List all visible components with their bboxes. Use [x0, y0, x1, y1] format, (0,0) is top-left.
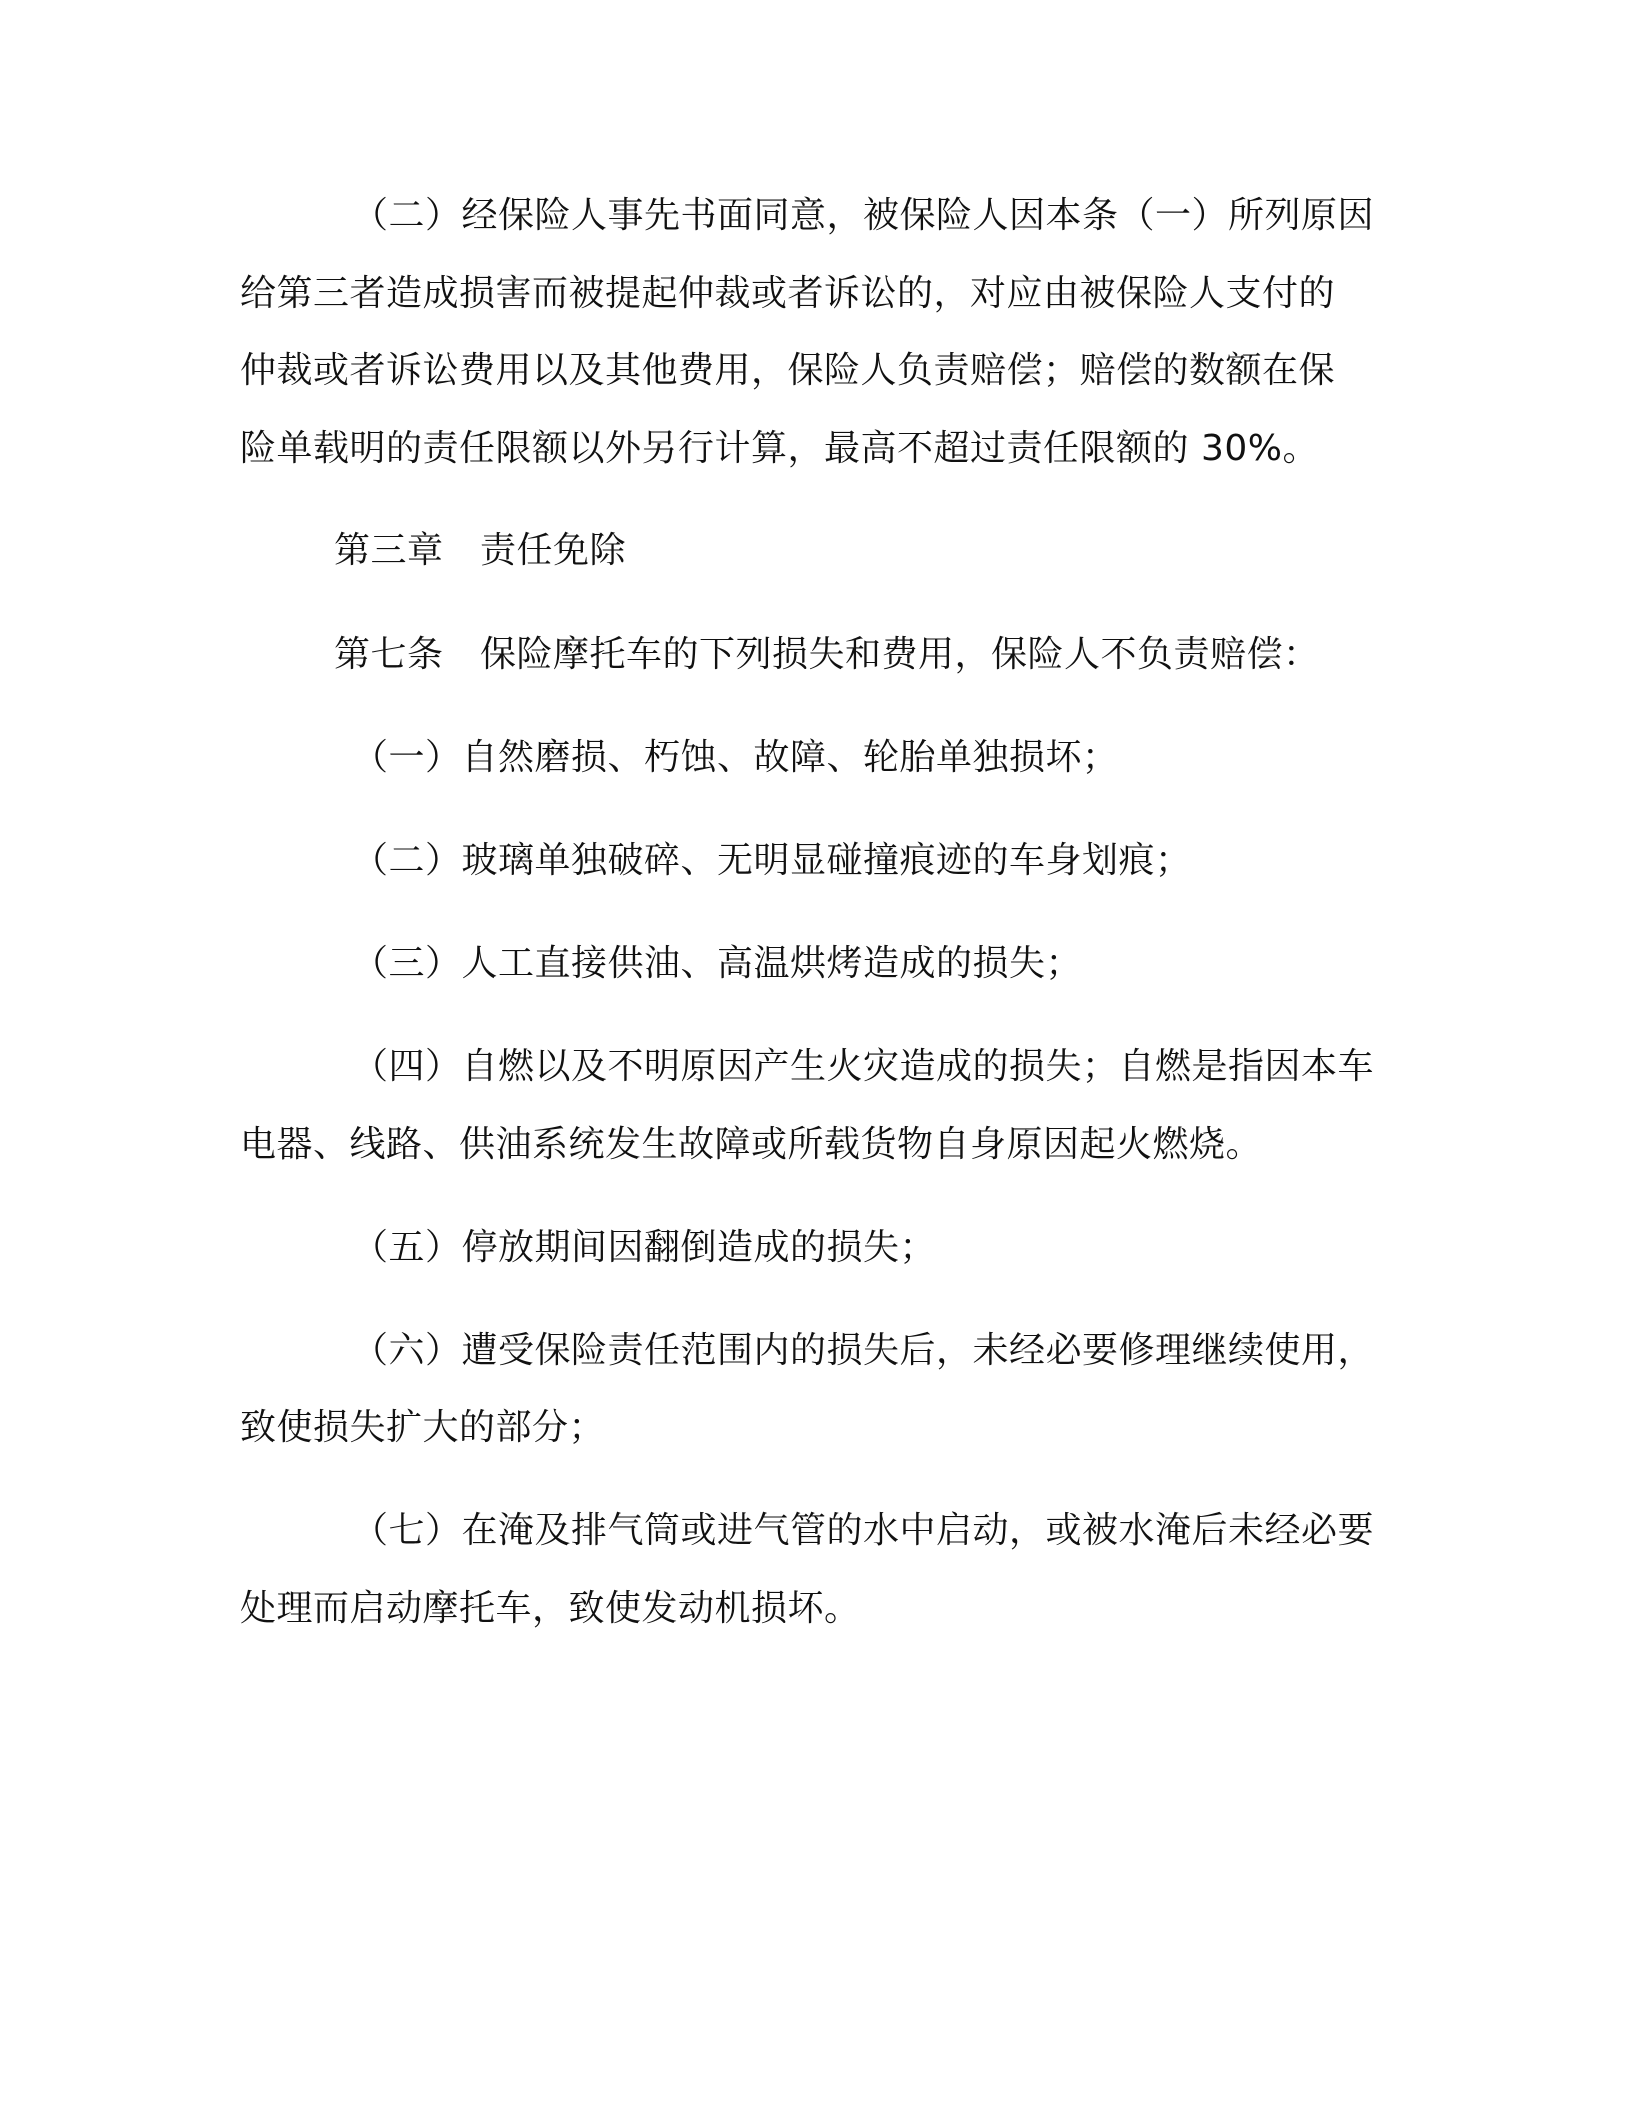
list-item: （五）停放期间因翻倒造成的损失； — [352, 1227, 937, 1268]
text-line: 电器、线路、供油系统发生故障或所载货物自身原因起火燃烧。 — [240, 1124, 1263, 1165]
list-item: （一）自然磨损、朽蚀、故障、轮胎单独损坏； — [352, 737, 1119, 778]
text-line: 致使损失扩大的部分； — [240, 1407, 606, 1448]
text-line: 险单载明的责任限额以外另行计算，最高不超过责任限额的 30%。 — [240, 428, 1319, 469]
list-item: （三）人工直接供油、高温烘烤造成的损失； — [352, 943, 1083, 984]
text-line: 处理而启动摩托车，致使发动机损坏。 — [240, 1588, 861, 1629]
text-line: （七）在淹及排气筒或进气管的水中启动，或被水淹后未经必要 — [352, 1510, 1375, 1551]
text-line: （四）自燃以及不明原因产生火灾造成的损失；自燃是指因本车 — [352, 1046, 1375, 1087]
article-heading: 第七条 保险摩托车的下列损失和费用，保险人不负责赔偿： — [334, 634, 1320, 675]
chapter-heading: 第三章 责任免除 — [334, 530, 627, 571]
text-line: （六）遭受保险责任范围内的损失后，未经必要修理继续使用， — [352, 1330, 1375, 1371]
list-item: （二）玻璃单独破碎、无明显碰撞痕迹的车身划痕； — [352, 840, 1192, 881]
text-line: （二）经保险人事先书面同意，被保险人因本条（一）所列原因 — [352, 195, 1375, 236]
text-line: 给第三者造成损害而被提起仲裁或者诉讼的，对应由被保险人支付的 — [240, 273, 1336, 314]
text-line: 仲裁或者诉讼费用以及其他费用，保险人负责赔偿；赔偿的数额在保 — [240, 350, 1336, 391]
